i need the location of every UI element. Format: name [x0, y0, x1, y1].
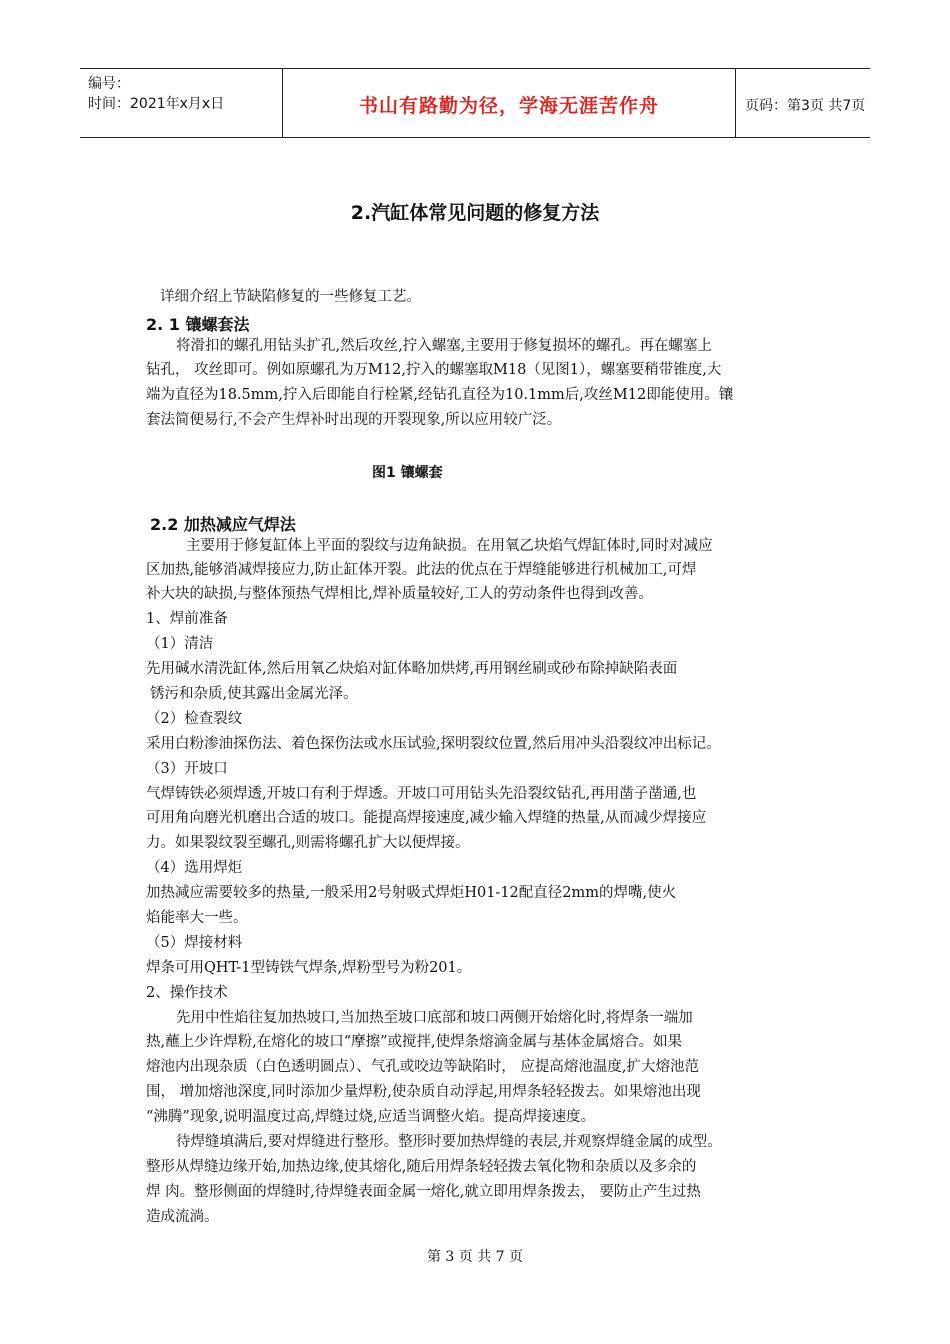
- paragraph-line: 围， 增加熔池深度,同时添加少量焊粉,使杂质自动浮起,用焊条轻轻拨去。如果熔池出现: [146, 1084, 701, 1100]
- paragraph-line: “沸腾”现象,说明温度过高,焊缝过烧,应适当调整火焰。提高焊接速度。: [146, 1109, 596, 1125]
- paragraph-line: 主要用于修复缸体上平面的裂纹与边角缺损。在用氧乙块焰气焊缸体时,同时对减应: [186, 538, 713, 554]
- paragraph-line: 整形从焊缝边缘开始,加热边缘,使其熔化,随后用焊条轻轻拨去氧化物和杂质以及多余的: [146, 1159, 697, 1175]
- paragraph-line: （4）选用焊炬: [146, 860, 243, 876]
- paragraph-line: 熔池内出现杂质（白色透明圆点）、气孔或咬边等缺陷时， 应提高熔池温度,扩大熔池范: [146, 1059, 699, 1075]
- paragraph-line: 锈污和杂质,使其露出金属光泽。: [150, 686, 358, 702]
- paragraph-line: （3）开坡口: [146, 761, 228, 777]
- page-header: [80, 68, 870, 138]
- paragraph-line: 焊 肉。整形侧面的焊缝时,待焊缝表面金属一熔化,就立即用焊条拨去， 要防止产生过热: [146, 1184, 701, 1200]
- page-footer: 第 3 页 共 7 页: [426, 1249, 524, 1265]
- paragraph-line: 钻孔， 攻丝即可。例如原螺孔为万M12,拧入的螺塞取M18（见图1），螺塞要稍带锥度,大: [146, 362, 722, 378]
- paragraph-line: 1、焊前准备: [146, 611, 228, 627]
- paragraph-line: （2）检查裂纹: [146, 711, 243, 727]
- paragraph-line: 可用角向磨光机磨出合适的坡口。能提高焊接速度,减少输入焊缝的热量,从而减少焊接应: [146, 810, 707, 826]
- paragraph-line: 将滑扣的螺孔用钻头扩孔,然后攻丝,拧入螺塞,主要用于修复损坏的螺孔。再在螺塞上: [176, 338, 712, 354]
- intro-line: 详细介绍上节缺陷修复的一些修复工艺。: [160, 289, 421, 305]
- header-motto-cell: [282, 69, 736, 137]
- paragraph-line: 焰能率大一些。: [146, 910, 248, 926]
- paragraph-line: （5）焊接材料: [146, 935, 243, 951]
- paragraph-line: 气焊铸铁必须焊透,开坡口有利于焊透。开坡口可用钻头先沿裂纹钻孔,再用凿子凿通,也: [146, 786, 697, 802]
- paragraph-line: 造成流淌。: [146, 1209, 219, 1225]
- header-right-cell: [735, 69, 870, 137]
- paragraph-line: 先用碱水清洗缸体,然后用氧乙炔焰对缸体略加烘烤,再用钢丝刷或砂布除掉缺陷表面: [146, 661, 678, 677]
- paragraph-line: 补大块的缺损,与整体预热气焊相比,焊补质量较好,工人的劳动条件也得到改善。: [146, 586, 653, 602]
- paragraph-line: 先用中性焰往复加热坡口,当加热至坡口底部和坡口两侧开始熔化时,将焊条一端加: [176, 1010, 693, 1026]
- paragraph-line: 区加热,能够消减焊接应力,防止缸体开裂。此法的优点在于焊缝能够进行机械加工,可焊: [146, 562, 697, 578]
- paragraph-line: 端为直径为18.5mm,拧入后即能自行栓紧,经钻孔直径为10.1mm后,攻丝M12即能使用。镶: [146, 387, 734, 403]
- motto: 书山有路勤为径，学海无涯苦作舟: [358, 95, 659, 117]
- paragraph-line: 采用白粉渗油探伤法、着色探伤法或水压试验,探明裂纹位置,然后用冲头沿裂纹冲出标记。: [146, 736, 721, 752]
- header-left-cell: [80, 69, 282, 137]
- section-heading: 2. 1 镶螺套法: [146, 315, 250, 334]
- page-info: 页码：第3页 共7页: [745, 98, 866, 114]
- paragraph-line: 热,蘸上少许焊粉,在熔化的坡口“摩擦”或搅拌,使焊条熔滴金属与基体金属熔合。如果: [146, 1034, 683, 1050]
- paragraph-line: 力。如果裂纹裂至螺孔,则需将螺孔扩大以便焊接。: [146, 835, 470, 851]
- figure-caption: 图1 镶螺套: [372, 465, 443, 481]
- paragraph-line: 加热减应需要较多的热量,一般采用2号射吸式焊炬H01-12配直径2mm的焊嘴,使火: [146, 885, 677, 901]
- paragraph-line: 套法简便易行,不会产生焊补时出现的开裂现象,所以应用较广泛。: [146, 412, 562, 428]
- section-heading: 2.2 加热减应气焊法: [150, 515, 296, 534]
- number-label: 编号：: [88, 76, 130, 92]
- paragraph-line: （1）清洁: [146, 636, 214, 652]
- date-label: 时间：2021年x月x日: [88, 96, 225, 112]
- paragraph-line: 待焊缝填满后,要对焊缝进行整形。整形时要加热焊缝的表层,并观察焊缝金属的成型。: [176, 1134, 722, 1150]
- paragraph-line: 2、操作技术: [146, 985, 228, 1001]
- document-title: 2.汽缸体常见问题的修复方法: [350, 202, 600, 224]
- paragraph-line: 焊条可用QHT-1型铸铁气焊条,焊粉型号为粉201。: [146, 960, 472, 976]
